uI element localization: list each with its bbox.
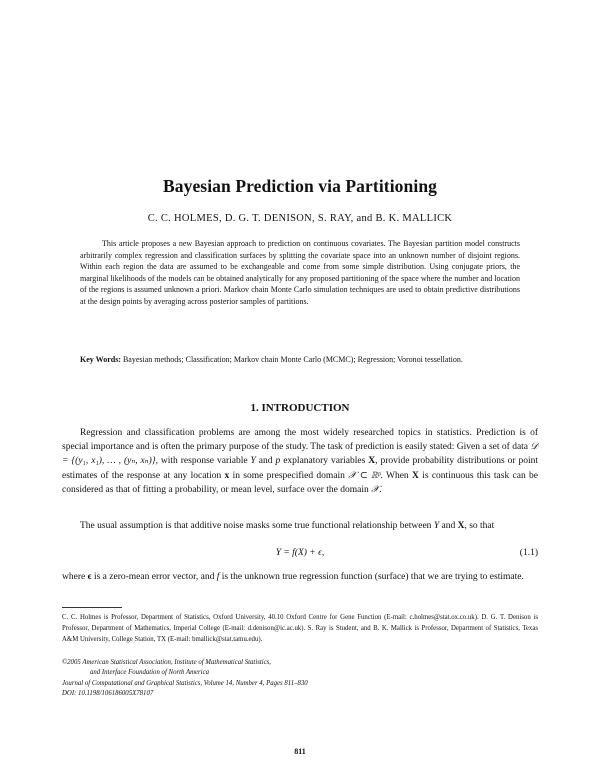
intro-paragraph-2 bbox=[62, 519, 538, 533]
domain-notation-2: 𝒳 bbox=[371, 484, 380, 495]
intro-paragraph-1 bbox=[62, 426, 538, 497]
equation-1-1 bbox=[62, 548, 538, 562]
regression-function: f bbox=[216, 572, 220, 582]
page-number: 811 bbox=[294, 747, 306, 756]
intro-paragraph-3 bbox=[62, 570, 538, 584]
num-variables: p bbox=[275, 456, 281, 467]
error-vector: ϵ bbox=[87, 572, 92, 582]
p2-text-b: and bbox=[439, 521, 458, 531]
author-list: C. C. HOLMES, D. G. T. DENISON, S. RAY, and B. K. MALLICK bbox=[147, 213, 453, 224]
author-footnote bbox=[62, 612, 538, 645]
equation-body: Y = f(X) + ϵ, bbox=[275, 548, 325, 558]
p1-text-b: with response variable bbox=[157, 456, 251, 467]
data-set-notation: 𝒟 = {(y₁, x₁), … , (yₙ, xₙ)}, bbox=[62, 442, 538, 467]
response-variable-2: Y bbox=[433, 521, 440, 531]
p1-text-a: Regression and classification problems are among the most widely researched topics in statistics. Prediction is of special importance and is often the primary purpose of the study. The task of prediction is easily stated: Given a set of data bbox=[62, 428, 538, 453]
p1-text-i: . bbox=[379, 484, 382, 495]
domain-notation: 𝒳 ⊂ ℝᵖ bbox=[348, 470, 381, 481]
keywords-text: Bayesian methods; Classification; Markov chain Monte Carlo (MCMC); Regression; Voronoi tessellation. bbox=[122, 355, 463, 364]
p2-text-a: The usual assumption is that additive noise masks some true functional relationship between bbox=[80, 521, 434, 531]
explanatory-variables: X bbox=[368, 456, 376, 467]
p3-text-a: where bbox=[62, 572, 88, 582]
copyright-line-1: ©2005 American Statistical Association, Institute of Mathematical Statistics, bbox=[62, 659, 271, 666]
copyright-line-2: and Interface Foundation of North America bbox=[90, 669, 209, 677]
keywords-label: Key Words: bbox=[80, 355, 121, 364]
p3-text-c: is the unknown true regression function (surface) that we are trying to estimate. bbox=[219, 572, 524, 582]
copyright-block bbox=[62, 658, 538, 700]
doi: DOI: 10.1198/106186005X78107 bbox=[62, 690, 154, 698]
abstract bbox=[80, 238, 520, 307]
paper-title: Bayesian Prediction via Partitioning bbox=[162, 176, 438, 196]
footnote-text: C. C. Holmes is Professor, Department of Statistics, Oxford University, 40.10 Oxford Centre for Gene Function (E-mail: c.holmes@stat.ox.co.uk). D. G. T. Denison is Professor, Department of Mathematics, Imperial College (E-mail: d.denison@ic.ac.uk). S. Ray is Student, and B. K. Mallick is Professor, Department of Statistics, Texas A&M University, College Station, TX (E-mail: bmallick@stat.tamu.edu). bbox=[62, 614, 538, 643]
journal-citation: Journal of Computational and Graphical Statistics, Volume 14, Number 4, Pages 811–830 bbox=[62, 679, 308, 687]
explanatory-variables-2: X bbox=[411, 470, 419, 481]
p1-text-e: , provide probability distributions or point estimates of the response at any location bbox=[62, 456, 539, 481]
p2-text-c: , so that bbox=[464, 521, 495, 531]
explanatory-variables-3: X bbox=[457, 521, 465, 531]
footnote-divider bbox=[62, 607, 122, 608]
p1-text-d: explanatory variables bbox=[280, 456, 369, 467]
p1-text-c: and bbox=[255, 456, 276, 467]
keywords bbox=[80, 354, 520, 366]
p3-text-b: is a zero-mean error vector, and bbox=[91, 572, 217, 582]
location-variable: x bbox=[224, 470, 230, 481]
equation-number: (1.1) bbox=[519, 548, 538, 558]
response-variable: Y bbox=[250, 456, 256, 467]
abstract-text: This article proposes a new Bayesian approach to prediction on continuous covariates. The Bayesian partition model constructs arbitrarily complex regression and classification surfaces by splitting the covariate space into an unknown number of disjoint regions. Within each region the data are assumed to be exchangeable and come from some simple distribution. Using conjugate priors, the marginal likelihoods of the models can be obtained analytically for any proposed partitioning of the space where the number and location of the regions is assumed unknown a priori. Markov chain Monte Carlo simulation techniques are used to obtain predictive distributions at the design points by averaging across posterior samples of partitions. bbox=[80, 239, 520, 306]
p1-text-h: is continuous this task can be considered as that of fitting a probability, or mean level, surface over the domain bbox=[62, 470, 538, 495]
section-heading-introduction: 1. INTRODUCTION bbox=[250, 402, 350, 414]
p1-text-g: . When bbox=[380, 470, 412, 481]
p1-text-f: in some prespecified domain bbox=[229, 470, 349, 481]
